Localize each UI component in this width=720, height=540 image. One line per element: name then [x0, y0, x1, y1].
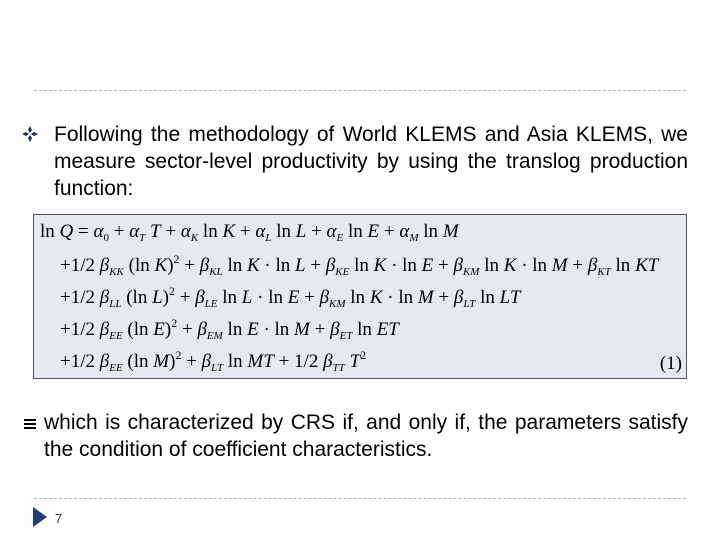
equation-line-4: +1/2 $\beta_{EE}$ (ln $E)^2 + \beta_{EM}$ $\ln E \cdot \ln M + \beta_{ET}$ ln ET — [60, 316, 399, 342]
bottom-divider — [34, 498, 686, 499]
equation-line-5: +1/2 $\beta_{EE}$ (ln $M)^2 + \beta_{LT}$ ln MT + 1/2 $\beta_{TT}$ $T^2$ — [60, 348, 367, 374]
page-number: 7 — [55, 511, 63, 526]
translog-equation-box — [33, 214, 687, 379]
square-bullet-icon — [22, 416, 38, 432]
equation-line-1: $\ln Q = \alpha_0 + \alpha_T$ $T + \alpha_K$ $\ln K + \alpha_L$ $\ln L + \alpha_E$ $\ln E + \alpha_M$ ln M — [40, 221, 459, 244]
slide-arrow-icon — [33, 507, 47, 527]
diamond-bullet-icon — [22, 126, 38, 142]
bullet-text-methodology: Following the methodology of World KLEMS and Asia KLEMS, we measure sector-level productivity by using the translog production function: — [54, 123, 688, 200]
equation-line-3: +1/2 $\beta_{LL}$ (ln $L)^2 + \beta_{LE}$ $\ln L \cdot \ln E + \beta_{KM}$ $\ln K \cdot \ln M + \beta_{LT}$ ln LT — [60, 284, 521, 310]
bullet-text-crs: which is characterized by CRS if, and only if, the parameters satisfy the condition of coefficient characteristics. — [44, 411, 688, 461]
equation-number: (1) — [659, 353, 682, 374]
top-divider — [34, 90, 686, 91]
equation-line-2: +1/2 $\beta_{KK}$ (ln $K)^2 + \beta_{KL}$ $\ln K \cdot \ln L + \beta_{KE}$ $\ln K \cdot \ln E + \beta_{KM}$ $\ln K \cdot \ln M + \beta_{KT}$ ln KT — [60, 252, 659, 278]
